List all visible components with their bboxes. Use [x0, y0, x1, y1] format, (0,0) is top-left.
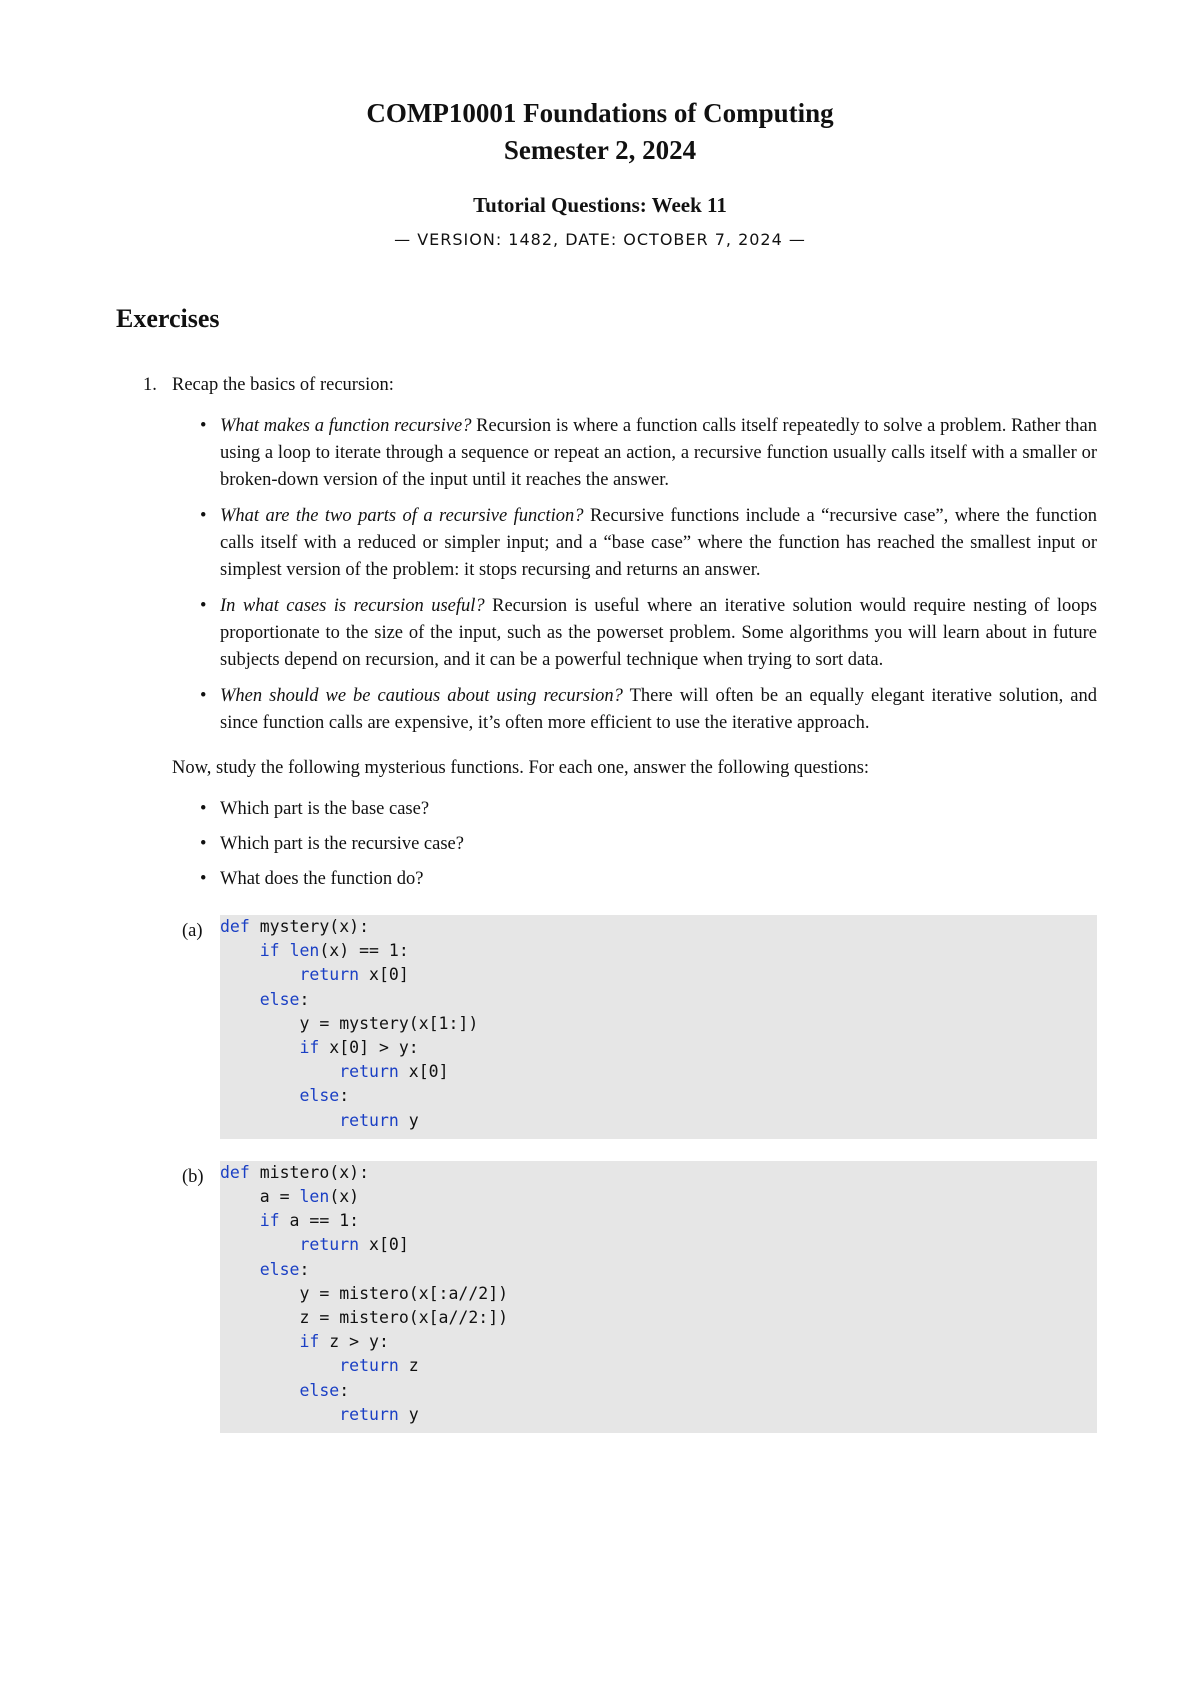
code-text [220, 1235, 299, 1254]
code-text: x[0] > y: [319, 1038, 419, 1058]
code-text: x[0] [359, 965, 409, 985]
code-text: a == 1: [279, 1211, 360, 1231]
code-line [220, 1161, 1097, 1185]
bullet-question: What makes a function recursive? [220, 416, 472, 436]
code-text: x[0] [359, 1235, 409, 1255]
code-keyword: if [259, 941, 280, 961]
list-item [220, 683, 1097, 737]
code-text [220, 1284, 299, 1303]
code-text [220, 990, 260, 1009]
code-text: y = mistero(x[:a//2]) [299, 1283, 509, 1303]
code-text: : [339, 1380, 350, 1400]
code-keyword: if [299, 1332, 320, 1352]
code-text [280, 941, 290, 960]
code-line [220, 1379, 1097, 1403]
code-keyword: def [220, 1162, 250, 1182]
code-keyword: else [259, 989, 300, 1009]
code-text [220, 1014, 299, 1033]
code-text [220, 1038, 299, 1057]
question-intro: Recap the basics of recursion: [172, 375, 394, 395]
code-keyword: return [339, 1404, 399, 1424]
code-line [220, 1185, 1097, 1209]
code-keyword: if [299, 1038, 320, 1058]
code-text: y = mystery(x[1:]) [299, 1013, 479, 1033]
bullet-answer: Recursion is useful where an iterative solution would require nesting of loops proportionate to the size of the input, such as the powerset problem. Some algorithms you will learn about in future subjects depend on recursion, and it can be a powerful technique when trying to sort data. [220, 596, 1098, 670]
semester-title: Semester 2, 2024 [503, 135, 697, 165]
code-text: mistero(x): [249, 1162, 370, 1182]
code-block-a [220, 915, 1097, 1139]
code-line [220, 988, 1097, 1012]
code-text [220, 1111, 339, 1130]
code-keyword: else [299, 1380, 340, 1400]
recap-list [220, 413, 1097, 737]
code-text: : [299, 989, 310, 1009]
code-line [220, 1306, 1097, 1330]
bullet-question: In what cases is recursion useful? [220, 596, 485, 616]
code-text [220, 1405, 339, 1424]
tutorial-subtitle: Tutorial Questions: Week 11 [473, 193, 727, 217]
code-keyword: return [339, 1062, 399, 1082]
code-text: z = mistero(x[a//2:]) [299, 1308, 509, 1328]
question-content [116, 372, 1097, 1433]
bullet-question: When should we be cautious about using recursion? [220, 686, 623, 706]
sub-question-list [220, 796, 1097, 893]
code-text [220, 941, 260, 960]
code-text [220, 1356, 339, 1375]
list-item: • What does the function do? [220, 866, 1097, 893]
code-line [220, 1060, 1097, 1084]
code-listing-a [116, 915, 1097, 1139]
code-text: : [299, 1259, 310, 1279]
code-text: y [398, 1404, 419, 1424]
code-text: mystery(x): [249, 917, 370, 936]
list-item: • Which part is the recursive case? [220, 831, 1097, 858]
code-text: z > y: [319, 1332, 389, 1352]
code-text: x[0] [398, 1062, 449, 1082]
code-keyword: return [339, 1356, 399, 1376]
question-number: 1. [143, 375, 157, 395]
code-text [220, 1062, 339, 1081]
code-line [220, 1403, 1097, 1427]
study-instructions: Now, study the following mysterious functions. For each one, answer the following questions: [172, 758, 870, 778]
code-text [220, 1187, 260, 1206]
code-line [220, 1282, 1097, 1306]
code-text: a = [259, 1187, 300, 1207]
code-keyword: return [299, 965, 360, 985]
section-heading: Exercises [116, 304, 220, 333]
code-keyword: return [339, 1110, 399, 1130]
question-1 [116, 372, 1097, 399]
code-label-b: (b) [182, 1166, 204, 1187]
code-line [220, 1012, 1097, 1036]
bullet-question: What are the two parts of a recursive function? [220, 506, 584, 526]
code-text [220, 1332, 299, 1351]
code-keyword: else [299, 1086, 340, 1106]
code-listing-b [116, 1161, 1097, 1433]
code-text: (x) == 1: [319, 941, 409, 961]
code-label-a: (a) [182, 921, 203, 941]
code-keyword: len [299, 1187, 330, 1207]
list-item [220, 593, 1097, 674]
code-line [220, 1233, 1097, 1257]
code-line [220, 1084, 1097, 1108]
code-line [220, 1330, 1097, 1354]
code-line [220, 915, 1097, 939]
course-title: COMP10001 Foundations of Computing [366, 98, 834, 128]
bullet-answer: Recursive functions include a “recursive case”, where the function calls itself with a reduced or simpler input; and a “base case” where the function has reached the smallest input or simplest version of the problem: it stops recursing and returns an answer. [220, 506, 1098, 580]
code-text: y [398, 1110, 419, 1130]
code-line [220, 1354, 1097, 1378]
code-keyword: if [259, 1211, 280, 1231]
code-text [220, 965, 299, 984]
code-text [220, 1211, 260, 1230]
code-line [220, 1036, 1097, 1060]
list-item [220, 503, 1097, 584]
code-text: z [398, 1356, 419, 1376]
code-text [220, 1308, 299, 1327]
code-line [220, 1209, 1097, 1233]
list-item [220, 413, 1097, 494]
code-line [220, 963, 1097, 987]
code-text [220, 1086, 299, 1105]
code-text [220, 1260, 260, 1279]
code-line [220, 939, 1097, 963]
title-block [0, 95, 1200, 249]
code-keyword: return [299, 1235, 360, 1255]
code-line [220, 1109, 1097, 1133]
bullet-answer: There will often be an equally elegant iterative solution, and since function calls are expensive, it’s often more efficient to use the iterative approach. [220, 686, 1097, 733]
code-text [220, 1381, 299, 1400]
code-block-b [220, 1161, 1097, 1433]
bullet-answer: Recursion is where a function calls itself repeatedly to solve a problem. Rather than using a loop to iterate through a sequence or repeat an action, a recursive function usually calls itself with a smaller or broken-down version of the input until it reaches the answer. [220, 416, 1097, 490]
code-keyword: len [289, 941, 320, 961]
code-keyword: else [259, 1259, 300, 1279]
version-line: — VERSION: 1482, DATE: OCTOBER 7, 2024 — [394, 230, 806, 249]
code-text: (x) [329, 1187, 360, 1207]
code-text: : [339, 1086, 350, 1106]
code-keyword: def [220, 917, 250, 936]
code-line [220, 1258, 1097, 1282]
list-item: • Which part is the base case? [220, 796, 1097, 823]
